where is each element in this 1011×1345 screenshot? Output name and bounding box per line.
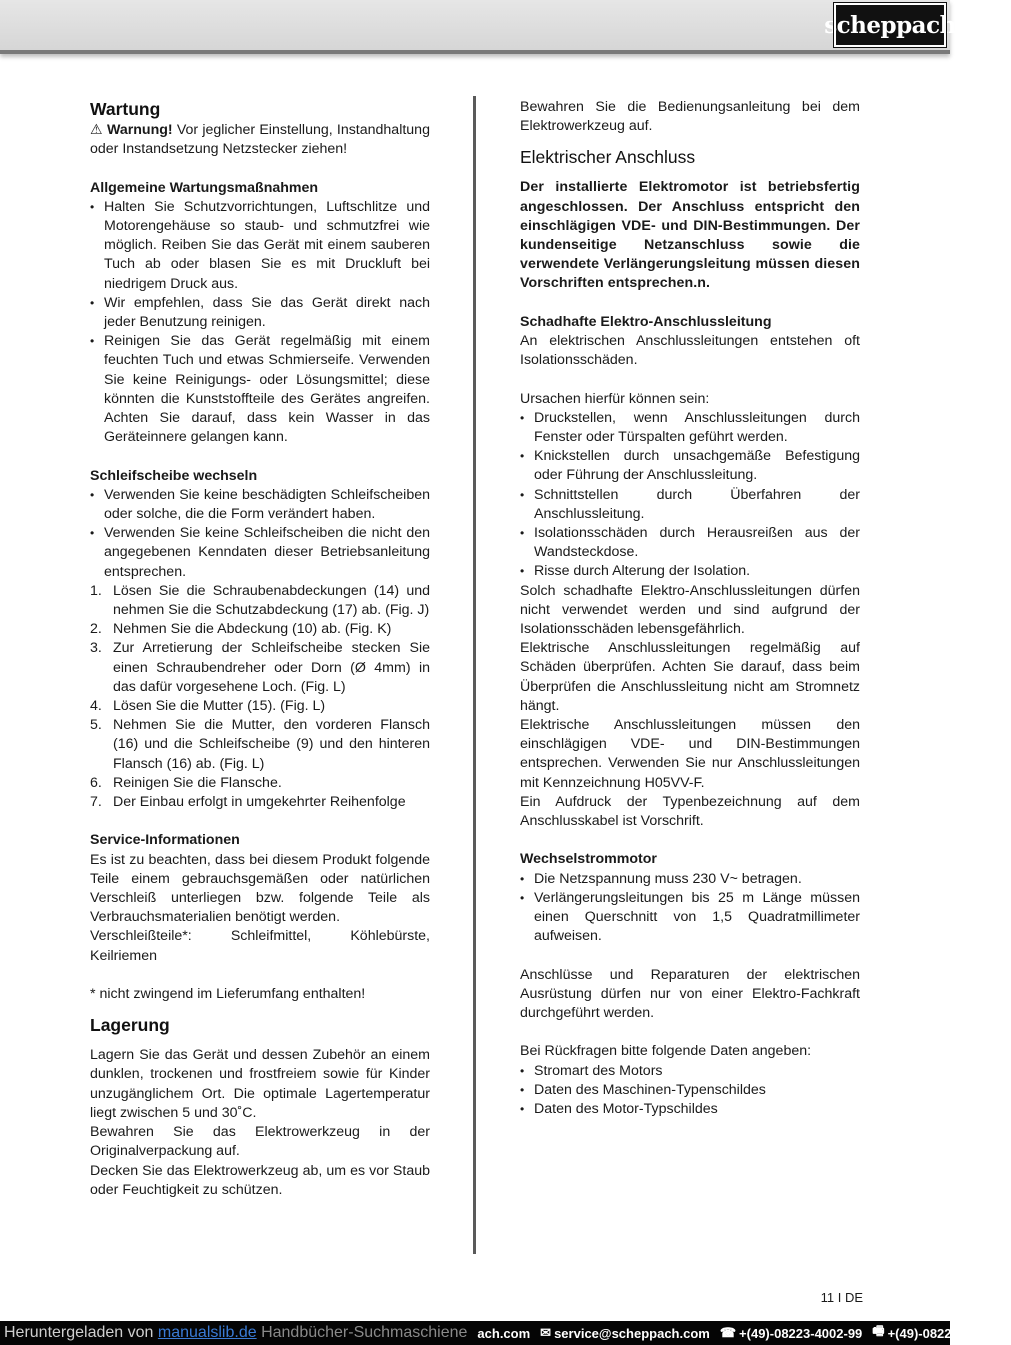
- schadhaft-paragraph: Solch schadhafte Elektro-Anschlussleitungen dürfen nicht verwendet werden und sind aufgrund der Isolationsschäden lebensgefährlich.: [520, 582, 860, 638]
- lagerung-paragraph: Decken Sie das Elektrowerkzeug ab, um es vor Staub oder Feuchtigkeit zu schützen.: [90, 1162, 430, 1198]
- list-item: • Reinigen Sie das Gerät regelmäßig mit einem feuchten Tuch und etwas Schmierseife. Verwenden Sie keine Reinigungs- oder Lösungsmittel; diese könnten die Kunststoffteile des Gerätes angreifen. Achten Sie darauf, dass kein Wasser in das Geräteinnere gelangen kann.: [90, 332, 430, 447]
- email-icon: ✉: [540, 1325, 552, 1340]
- schadhaft-paragraph: Elektrische Anschlussleitungen müssen den einschlägigen VDE- und DIN-Bestimmungen entsprechen. Verwenden Sie nur Anschlussleitungen mit Kennzeichnung H05VV-F.: [520, 717, 860, 791]
- schleif-steps: [90, 582, 430, 812]
- section-title-wartung: Wartung: [90, 99, 161, 119]
- phone-number: +(49)-08223-4002-99: [739, 1325, 863, 1341]
- anschluesse-paragraph: Anschlüsse und Reparaturen der elektrischen Ausrüstung dürfen nur von einer Elektro-Fachkraft durchgeführt werden.: [520, 966, 860, 1022]
- section-title-elektrischer-anschluss: Elektrischer Anschluss: [520, 147, 696, 168]
- fax-icon: 🖷: [872, 1323, 885, 1338]
- warning-triangle-icon: ⚠: [90, 121, 103, 137]
- rueckfragen-list: [520, 1062, 860, 1120]
- warning-text: Vor jeglicher Einstellung, Instandhaltung oder Instandsetzung Netzstecker ziehen!: [90, 122, 430, 158]
- lagerung-paragraph: Lagern Sie das Gerät und dessen Zubehör an einem dunklen, trockenen und frostfreiem sowie für Kinder unzugänglichem Ort. Die optimale Lagertemperatur liegt zwischen 5 und 30˚C.: [90, 1047, 430, 1121]
- subtitle-service: Service-Informationen: [90, 832, 240, 849]
- schadhaft-paragraph: An elektrischen Anschlussleitungen entstehen oft Isolationsschäden.: [520, 333, 860, 369]
- lagerung-paragraph: Bewahren Sie das Elektrowerkzeug in der Originalverpackung auf.: [90, 1124, 430, 1160]
- subtitle-allgemein: Allgemeine Wartungsmaßnahmen: [90, 179, 319, 196]
- list-item: • Risse durch Alterung der Isolation.: [520, 562, 860, 581]
- list-item: • Daten des Motor-Typschildes: [520, 1100, 860, 1119]
- step-item: 6. Reinigen Sie die Flansche.: [90, 774, 282, 791]
- list-item: • Knickstellen durch unsachgemäße Befestigung oder Führung der Anschlussleitung.: [520, 447, 860, 485]
- section-title-lagerung: Lagerung: [90, 1015, 170, 1036]
- right-column: [520, 98, 860, 1119]
- schadhaft-paragraph: Elektrische Anschlussleitungen regelmäßig auf Schäden überprüfen. Achten Sie darauf, dass beim Überprüfen die Anschlussleitung nicht am Stromnetz hängt.: [520, 640, 860, 714]
- fax-number: +(49)-08223-4002-58: [887, 1325, 1011, 1341]
- step-item: 3. Zur Arretierung der Schleifscheibe stecken Sie einen Schraubendreher oder Dorn (Ø 4mm) in das dafür vorgesehene Loch. (Fig. L): [90, 640, 430, 695]
- list-item: • Schnittstellen durch Überfahren der Anschlussleitung.: [520, 486, 860, 524]
- ursachen-intro: Ursachen hierfür können sein:: [520, 390, 710, 407]
- web-address: ach.com: [477, 1325, 531, 1341]
- left-column: [90, 98, 430, 1200]
- list-item: • Isolationsschäden durch Herausreißen aus der Wandsteckdose.: [520, 524, 860, 562]
- warning-label: Warnung!: [106, 122, 173, 138]
- list-item: • Stromart des Motors: [520, 1062, 860, 1081]
- step-item: 2. Nehmen Sie die Abdeckung (10) ab. (Fig. K): [90, 621, 392, 638]
- download-note: Heruntergeladen von manualslib.de Handbücher-Suchmaschiene: [4, 1324, 468, 1341]
- allgemein-list: [90, 198, 430, 448]
- step-item: 5. Nehmen Sie die Mutter, den vorderen Flansch (16) und die Schleifscheibe (9) und den hinteren Flansch (16) ab. (Fig. L): [90, 717, 430, 772]
- list-item: • Druckstellen, wenn Anschlussleitungen durch Fenster oder Türspalten geführt werden.: [520, 409, 860, 447]
- schadhaft-paragraph: Ein Aufdruck der Typenbezeichnung auf dem Anschlusskabel ist Vorschrift.: [520, 793, 860, 830]
- warning-paragraph: [90, 120, 430, 159]
- header-bar: [0, 0, 956, 54]
- subtitle-schadhaft: Schadhafte Elektro-Anschlussleitung: [520, 313, 772, 330]
- list-item: • Die Netzspannung muss 230 V~ betragen.: [520, 870, 860, 889]
- subtitle-wechselstrommotor: Wechselstrommotor: [520, 851, 657, 868]
- service-paragraph: Es ist zu beachten, dass bei diesem Produkt folgende Teile einem gebrauchsgemäßen oder natürlichen Verschleiß unterliegen bzw. folgende Teile als Verbrauchsmaterialien benötigt werden.: [90, 851, 430, 926]
- page-number: 11 I DE: [820, 1290, 863, 1305]
- intro-paragraph: Bewahren Sie die Bedienungsanleitung bei dem Elektrowerkzeug auf.: [520, 99, 860, 135]
- footer-bar: [0, 1321, 1011, 1345]
- schleif-bullet-list: [90, 486, 430, 582]
- phone-icon: ☎: [719, 1325, 737, 1340]
- subtitle-schleifscheibe: Schleifscheibe wechseln: [90, 467, 258, 484]
- list-item: • Halten Sie Schutzvorrichtungen, Luftschlitze und Motorengehäuse so staub- und schmutzfrei wie möglich. Reiben Sie das Gerät mit einem sauberen Tuch ab oder blasen Sie es mit Druckluft bei niedrigem Druck aus.: [90, 198, 430, 294]
- rueckfragen-intro: Bei Rückfragen bitte folgende Daten angeben:: [520, 1043, 812, 1060]
- ursachen-list: [520, 409, 860, 582]
- elektro-bold-paragraph: Der installierte Elektromotor ist betriebsfertig angeschlossen. Der Anschluss entspricht den einschlägigen VDE- und DIN-Bestimmungen. Der kundenseitige Netzanschluss sowie die verwendete Verlängerungsleitung müssen diesen Vorschriften entsprechen.n.: [520, 179, 860, 292]
- manualslib-link[interactable]: manualslib.de: [157, 1324, 257, 1341]
- step-item: 7. Der Einbau erfolgt in umgekehrter Reihenfolge: [90, 794, 406, 811]
- list-item: • Verwenden Sie keine Schleifscheiben die nicht den angegebenen Kenndaten dieser Betriebsanleitung entsprechen.: [90, 524, 430, 582]
- list-item: • Wir empfehlen, dass Sie das Gerät direkt nach jeder Benutzung reinigen.: [90, 294, 430, 332]
- column-divider: [473, 96, 476, 1254]
- service-wear-parts: Verschleißteile*: Schleifmittel, Köhlebürste, Keilriemen: [90, 928, 430, 964]
- step-item: 4. Lösen Sie die Mutter (15). (Fig. L): [90, 698, 326, 715]
- step-item: 1. Lösen Sie die Schraubenabdeckungen (14) und nehmen Sie die Schutzabdeckung (17) ab. (Fig. J): [90, 582, 430, 619]
- wechsel-list: [520, 870, 860, 947]
- list-item: • Verwenden Sie keine beschädigten Schleifscheiben oder solche, die die Form verändert haben.: [90, 486, 430, 524]
- list-item: • Verlängerungsleitungen bis 25 m Länge müssen einen Querschnitt von 1,5 Quadratmillimeter aufweisen.: [520, 889, 860, 947]
- list-item: • Daten des Maschinen-Typenschildes: [520, 1081, 860, 1100]
- service-note: * nicht zwingend im Lieferumfang enthalten!: [90, 986, 366, 1003]
- scheppach-logo: scheppach: [834, 3, 946, 47]
- email-address: service@scheppach.com: [554, 1325, 710, 1341]
